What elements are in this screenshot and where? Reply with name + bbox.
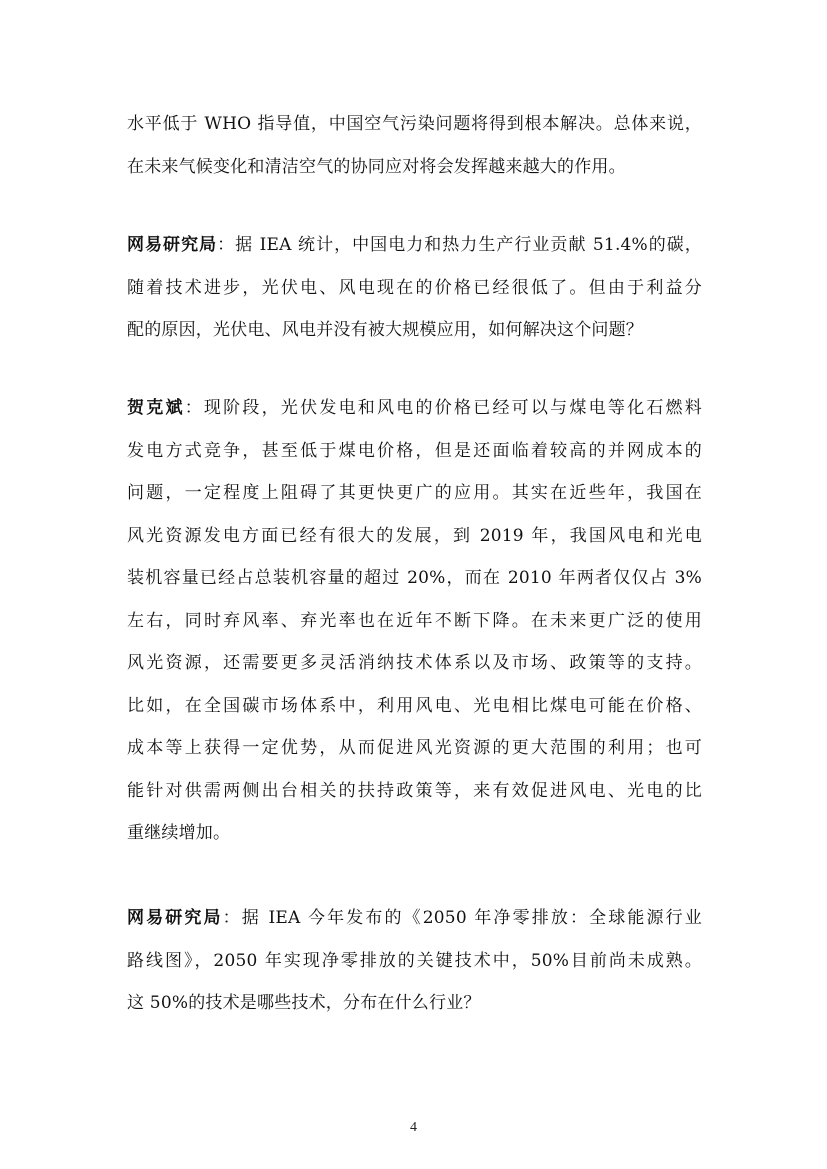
text-line: 在未来气候变化和清洁空气的协同应对将会发挥越来越大的作用。 bbox=[127, 156, 626, 177]
text-line bbox=[127, 387, 702, 430]
text-line: 发电方式竞争，甚至低于煤电价格，但是还面临着较高的并网成本的 bbox=[127, 440, 702, 461]
text-line: 随着技术进步，光伏电、风电现在的价格已经很低了。但由于利益分 bbox=[127, 277, 702, 298]
page-number: 4 bbox=[410, 1120, 417, 1135]
question-paragraph bbox=[127, 897, 702, 1025]
question-paragraph bbox=[127, 224, 702, 352]
text-line: 水平低于 WHO 指导值，中国空气污染问题将得到根本解决。总体来说， bbox=[127, 114, 702, 134]
text-line: 能针对供需两侧出台相关的扶持政策等，来有效促进风电、光电的比 bbox=[127, 780, 702, 801]
line-text: ：据 IEA 今年发布的《2050 年净零排放：全球能源行业 bbox=[222, 908, 702, 928]
paragraph-continuation bbox=[127, 103, 702, 188]
text-line: 风光资源，还需要更多灵活消纳技术体系以及市场、政策等的支持。 bbox=[127, 653, 702, 673]
speaker-name: 贺克斌 bbox=[127, 398, 185, 418]
text-line: 路线图》，2050 年实现净零排放的关键技术中，50%目前尚未成熟。 bbox=[127, 950, 702, 971]
text-line: 这 50%的技术是哪些技术，分布在什么行业？ bbox=[127, 993, 481, 1013]
line-text: ：现阶段，光伏发电和风电的价格已经可以与煤电等化石燃料 bbox=[184, 398, 702, 418]
speaker-name: 网易研究局 bbox=[127, 908, 223, 928]
text-line: 风光资源发电方面已经有很大的发展，到 2019 年，我国风电和光电 bbox=[127, 525, 702, 546]
text-line: 问题，一定程度上阻碍了其更快更广的应用。其实在近些年，我国在 bbox=[127, 483, 702, 503]
text-line: 比如，在全国碳市场体系中，利用风电、光电相比煤电可能在价格、 bbox=[127, 695, 702, 716]
text-line: 左右，同时弃风率、弃光率也在近年不断下降。在未来更广泛的使用 bbox=[127, 610, 702, 631]
text-line: 装机容量已经占总装机容量的超过 20%，而在 2010 年两者仅仅占 3% bbox=[127, 568, 702, 588]
text-line: 配的原因，光伏电、风电并没有被大规模应用，如何解决这个问题？ bbox=[127, 320, 643, 340]
text-line bbox=[127, 224, 702, 267]
speaker-name: 网易研究局 bbox=[127, 235, 218, 255]
line-text: ：据 IEA 统计，中国电力和热力生产行业贡献 51.4%的碳， bbox=[217, 235, 702, 255]
answer-paragraph bbox=[127, 387, 702, 855]
text-line bbox=[127, 897, 702, 940]
text-line: 重继续增加。 bbox=[127, 823, 231, 843]
text-line: 成本等上获得一定优势，从而促进风光资源的更大范围的利用；也可 bbox=[127, 738, 702, 758]
